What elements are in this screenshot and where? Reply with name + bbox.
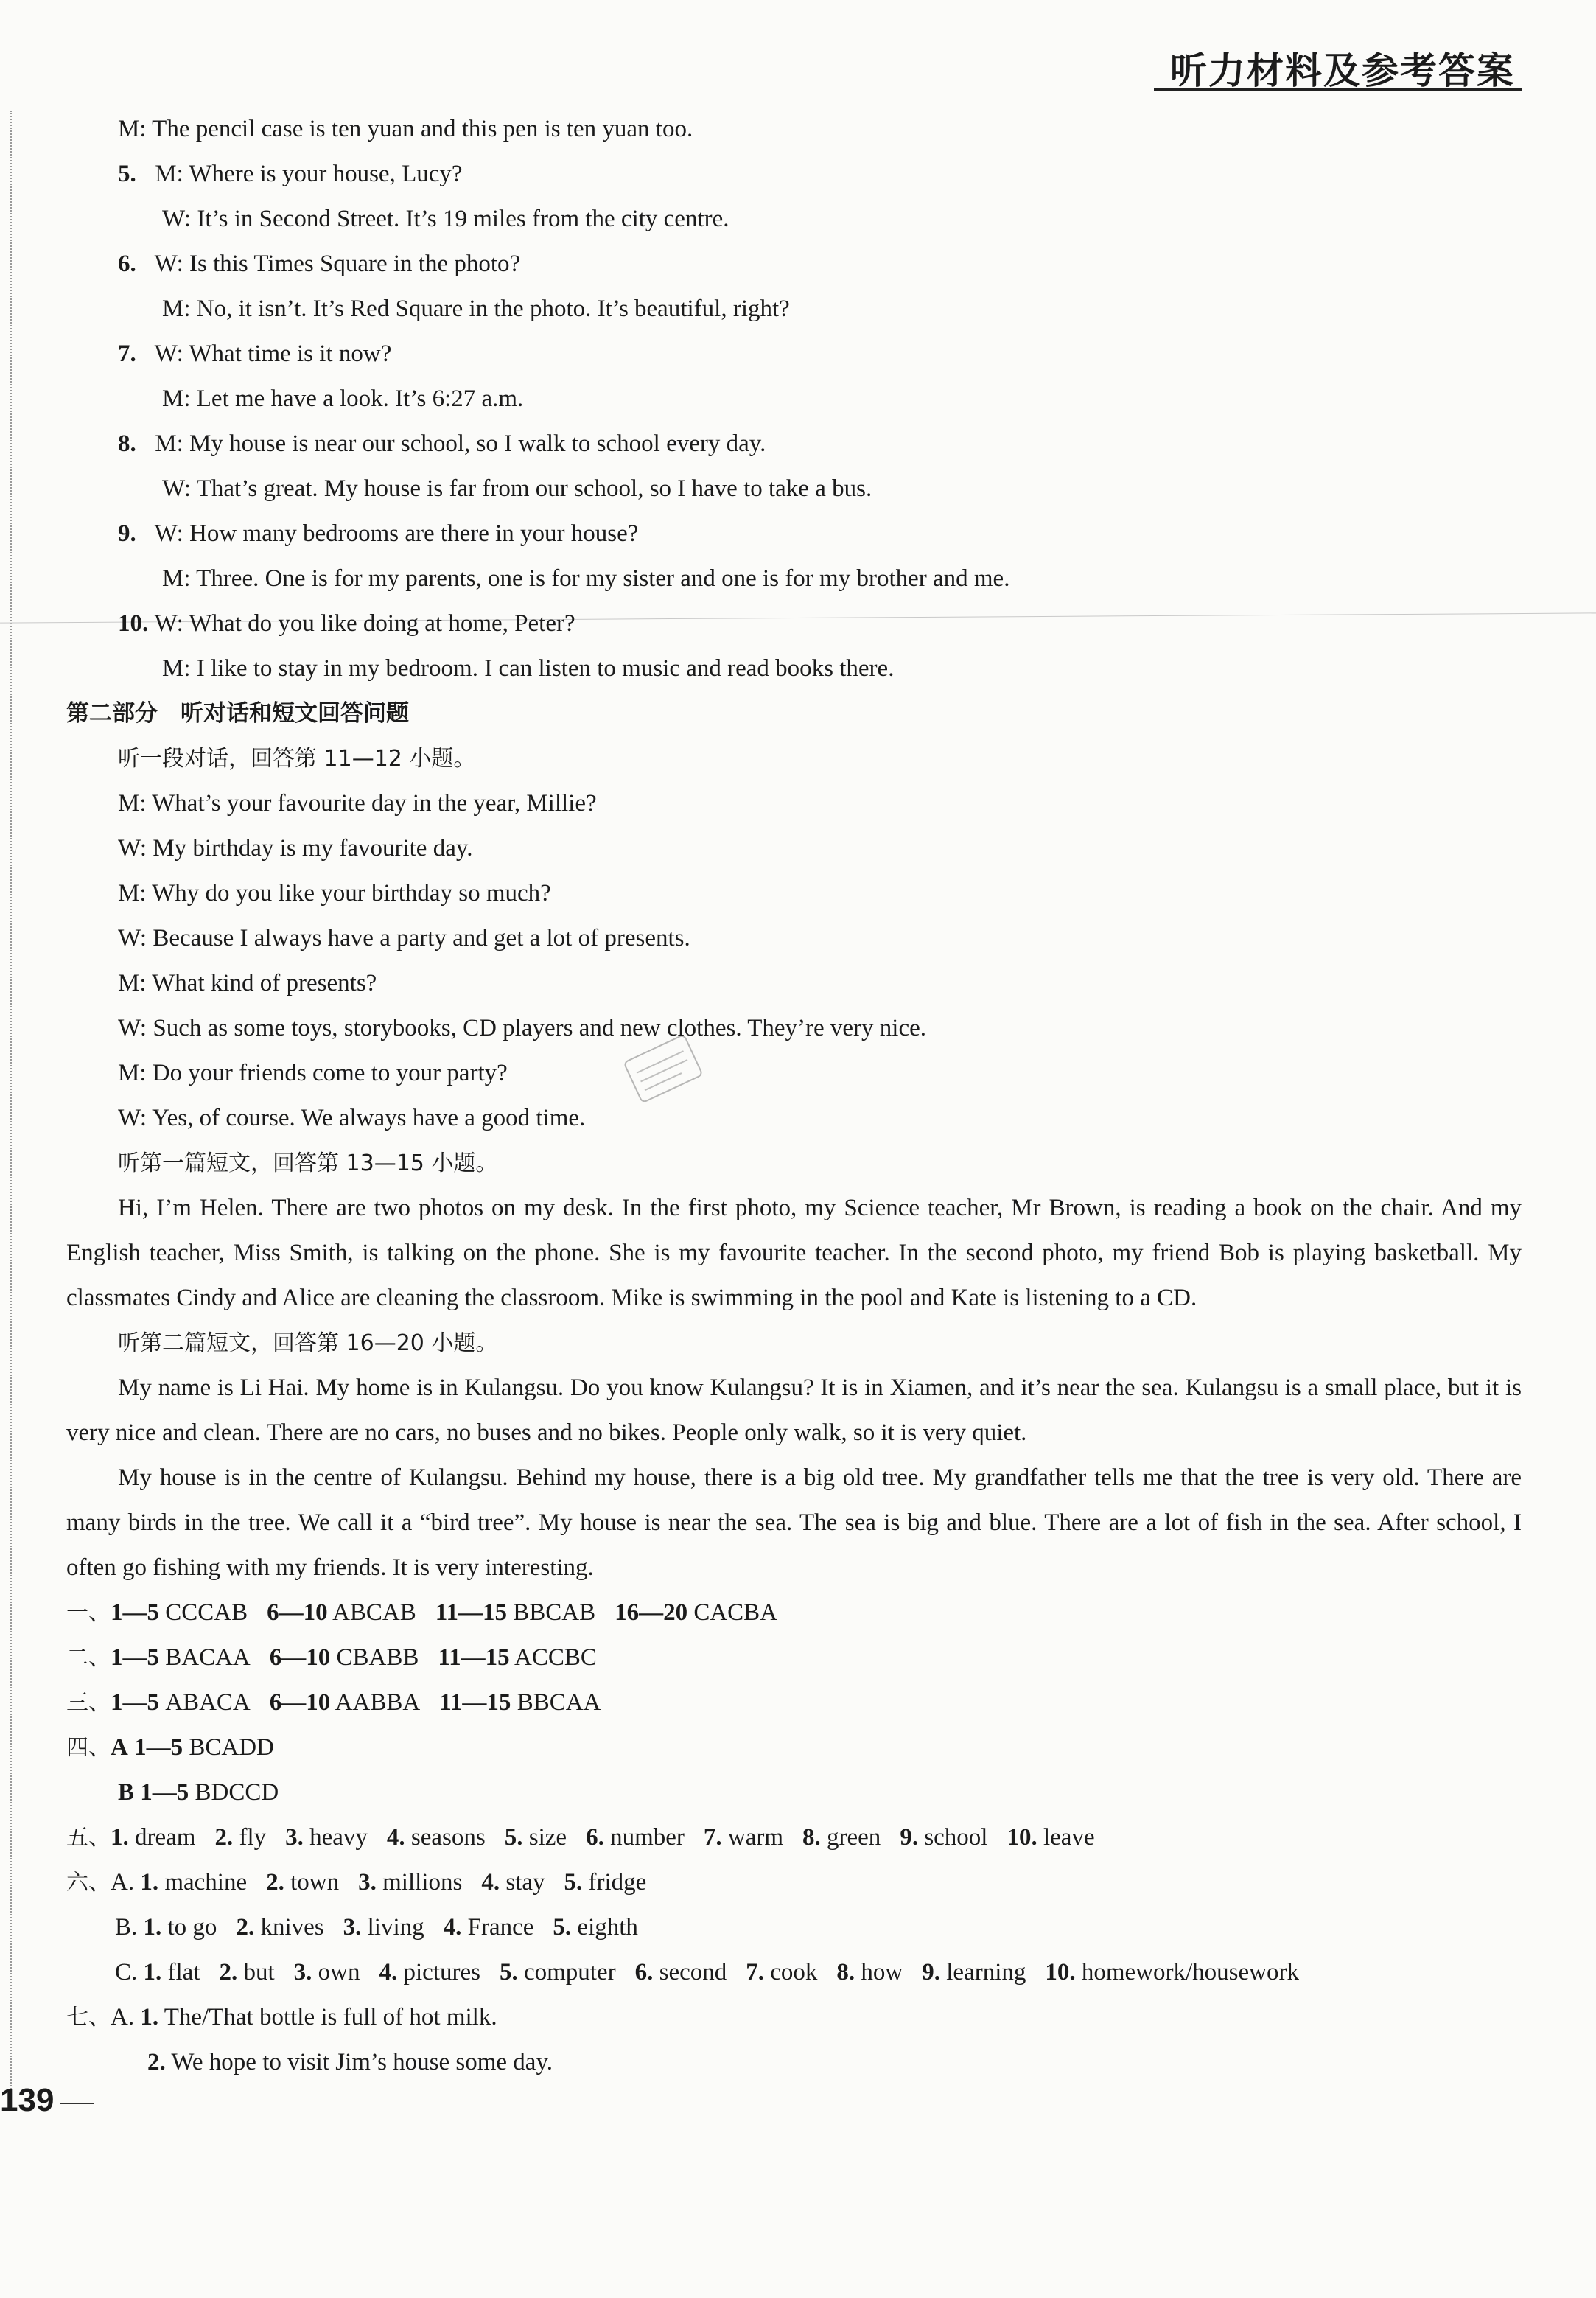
- answer-row-1: 一、1—5 CCCAB 6—10 ABCAB 11—15 BBCAB 16—20 CACBA: [66, 1599, 778, 1626]
- dialogue-line: 6. W: Is this Times Square in the photo?: [66, 242, 1522, 287]
- dialogue-intro: 听一段对话，回答第 11—12 小题。: [118, 746, 476, 772]
- answer-row-5: 五、1. dream 2. fly 3. heavy 4. seasons 5. size 6. number 7. warm 8. green 9. school 10. leave: [66, 1824, 1095, 1851]
- dialogue-line: 9. W: How many bedrooms are there in your house?: [66, 511, 1522, 556]
- dialogue-line: M: What kind of presents?: [118, 970, 377, 996]
- dialogue-line: M: Three. One is for my parents, one is for my sister and one is for my brother and me.: [162, 565, 1010, 592]
- passage1-text: Hi, I’m Helen. There are two photos on my desk. In the first photo, my Science teacher, Mr Brown, is reading a book on the chair. And my English teacher, Miss Smith, is talking on the phone. She is my favourite teacher. In the second photo, my friend Bob is playing basketball. My classmates Cindy and Alice are cleaning the classroom. Mike is swimming in the pool and Kate is listening to a CD.: [66, 1195, 1522, 1311]
- dialogue-line: W: Such as some toys, storybooks, CD players and new clothes. They’re very nice.: [118, 1015, 927, 1041]
- dialogue-line: 5. M: Where is your house, Lucy?: [66, 152, 1522, 197]
- item-number: 8.: [118, 430, 136, 457]
- dialogue-line: M: What’s your favourite day in the year, Millie?: [118, 790, 597, 817]
- answer-row-6a: 六、A. 1. machine 2. town 3. millions 4. stay 5. fridge: [66, 1869, 647, 1896]
- item-number: 6.: [118, 251, 136, 277]
- dialogue-line: M: Do your friends come to your party?: [118, 1060, 508, 1086]
- passage2-paragraph: My house is in the centre of Kulangsu. Behind my house, there is a big old tree. My grandfather tells me that the tree is very old. There are many birds in the tree. We call it a “bird tree”. My house is near the sea. The sea is big and blue. There are a lot of fish in the sea. After school, I often go fishing with my friends. It is very interesting.: [66, 1464, 1522, 1581]
- item-number: 7.: [118, 340, 136, 367]
- passage1-intro: 听第一篇短文，回答第 13—15 小题。: [118, 1150, 498, 1176]
- item-number: 10.: [118, 610, 149, 637]
- dialogue-line: M: I like to stay in my bedroom. I can listen to music and read books there.: [162, 655, 895, 682]
- answer-row-3: 三、1—5 ABACA 6—10 AABBA 11—15 BBCAA: [66, 1689, 601, 1716]
- dialogue-line: 10. W: What do you like doing at home, Peter?: [66, 601, 1522, 646]
- header-rule: [1154, 88, 1522, 91]
- answer-row-2: 二、1—5 BACAA 6—10 CBABB 11—15 ACCBC: [66, 1644, 597, 1671]
- dialogue-line: W: That’s great. My house is far from our school, so I have to take a bus.: [162, 475, 872, 502]
- dialogue-line: 7. W: What time is it now?: [66, 332, 1522, 377]
- dialogue-line: M: The pencil case is ten yuan and this pen is ten yuan too.: [118, 116, 693, 142]
- passage2-intro: 听第二篇短文，回答第 16—20 小题。: [118, 1330, 498, 1356]
- page-content: [66, 107, 1522, 2085]
- dialogue-line: M: No, it isn’t. It’s Red Square in the photo. It’s beautiful, right?: [162, 296, 790, 322]
- answer-row-4a: 四、A 1—5 BCADD: [66, 1734, 274, 1761]
- page-header-title: 听力材料及参考答案: [1170, 49, 1515, 92]
- dialogue-line: W: It’s in Second Street. It’s 19 miles from the city centre.: [162, 206, 729, 232]
- answer-row-4b: B 1—5 BDCCD: [118, 1779, 279, 1806]
- dialogue-line: M: Let me have a look. It’s 6:27 a.m.: [162, 385, 524, 412]
- dialogue-line: M: Why do you like your birthday so much?: [118, 880, 551, 907]
- item-number: 9.: [118, 520, 136, 547]
- answer-row-7a1: 七、A. 1. The/That bottle is full of hot milk.: [66, 2004, 497, 2030]
- page-number-dash: [60, 2103, 94, 2104]
- page-number: 139: [0, 2082, 55, 2118]
- item-number: 5.: [118, 161, 136, 187]
- answer-row-6b: B. 1. to go 2. knives 3. living 4. France 5. eighth: [115, 1914, 638, 1941]
- dialogue-line: 8. M: My house is near our school, so I walk to school every day.: [66, 422, 1522, 467]
- dialogue-line: W: Because I always have a party and get a lot of presents.: [118, 925, 690, 951]
- answer-row-6c: C. 1. flat 2. but 3. own 4. pictures 5. computer 6. second 7. cook 8. how 9. learning 10. homework/housework: [115, 1959, 1299, 1986]
- binding-margin-line: [10, 111, 12, 2100]
- answer-row-7a2: 2. We hope to visit Jim’s house some day.: [147, 2049, 553, 2075]
- dialogue-line: W: My birthday is my favourite day.: [118, 835, 473, 862]
- passage2-paragraph: My name is Li Hai. My home is in Kulangsu. Do you know Kulangsu? It is in Xiamen, and it’s near the sea. Kulangsu is a small place, but it is very nice and clean. There are no cars, no buses and no bikes. People only walk, so it is very quiet.: [66, 1375, 1522, 1446]
- section-heading-part2: 第二部分 听对话和短文回答问题: [66, 700, 409, 727]
- dialogue-line: W: Yes, of course. We always have a good time.: [118, 1105, 586, 1131]
